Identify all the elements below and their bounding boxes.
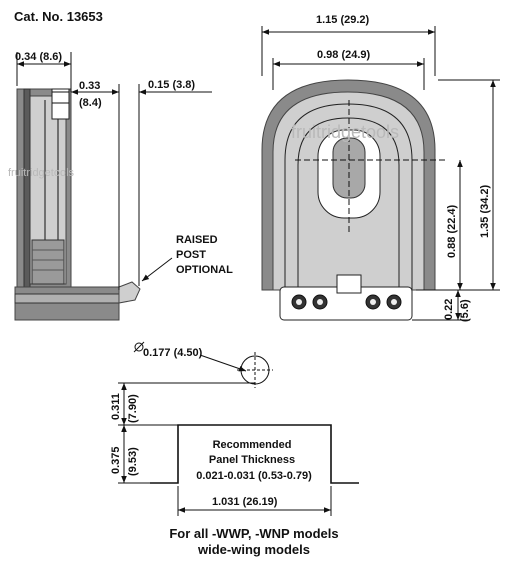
dim-mid-mm-label: (8.4) <box>79 97 102 109</box>
side-wing <box>52 89 69 119</box>
hole-leader <box>200 355 246 371</box>
dim-upper-mm-label: (7.90) <box>127 394 139 423</box>
dim-lower-mm-label: (9.53) <box>127 447 139 476</box>
note-leader <box>142 258 172 281</box>
dim-overall-width-label: 1.15 (29.2) <box>316 14 370 26</box>
side-lower-block <box>32 240 64 284</box>
dim-depth-label: 0.34 (8.6) <box>15 51 63 63</box>
side-view <box>15 51 233 320</box>
dim-overall-height-label: 1.35 (34.2) <box>479 184 491 238</box>
note-line-3: OPTIONAL <box>176 264 233 276</box>
dim-mid-in-label: 0.33 <box>79 80 101 92</box>
dim-hole-label: 0.177 (4.50) <box>143 347 203 359</box>
contact-hole <box>370 299 376 305</box>
dim-width-label: 1.031 (26.19) <box>212 496 278 508</box>
dim-base-mm-label: (5.6) <box>459 299 471 322</box>
dim-center-height-label: 0.88 (22.4) <box>446 204 458 258</box>
watermark-left: fruitridgetools <box>8 167 75 179</box>
panel-label-1: Recommended <box>212 439 292 451</box>
dim-lower-in-label: 0.375 <box>110 446 122 474</box>
dim-inner-width-label: 0.98 (24.9) <box>317 49 371 61</box>
watermark-right: fruitridgetools <box>291 122 400 142</box>
dim-base-in-label: 0.22 <box>443 298 455 320</box>
side-edge <box>24 89 30 287</box>
front-tab <box>337 275 361 293</box>
contact-hole <box>391 299 397 305</box>
contact-hole <box>296 299 302 305</box>
footer-line-1: For all -WWP, -WNP models <box>169 526 339 541</box>
footer-line-2: wide-wing models <box>198 542 310 557</box>
dim-post-label: 0.15 (3.8) <box>148 79 196 91</box>
panel-label-3: 0.021-0.031 (0.53-0.79) <box>196 470 312 482</box>
front-view <box>262 14 500 322</box>
contact-hole <box>317 299 323 305</box>
panel-label-2: Panel Thickness <box>208 454 296 466</box>
dim-upper-in-label: 0.311 <box>110 393 122 420</box>
catalog-title: Cat. No. 13653 <box>14 9 103 24</box>
note-line-1: RAISED <box>176 234 218 246</box>
note-line-2: POST <box>176 249 206 261</box>
side-base-band <box>15 294 119 303</box>
raised-post <box>119 282 140 303</box>
panel-cutout <box>110 342 359 516</box>
